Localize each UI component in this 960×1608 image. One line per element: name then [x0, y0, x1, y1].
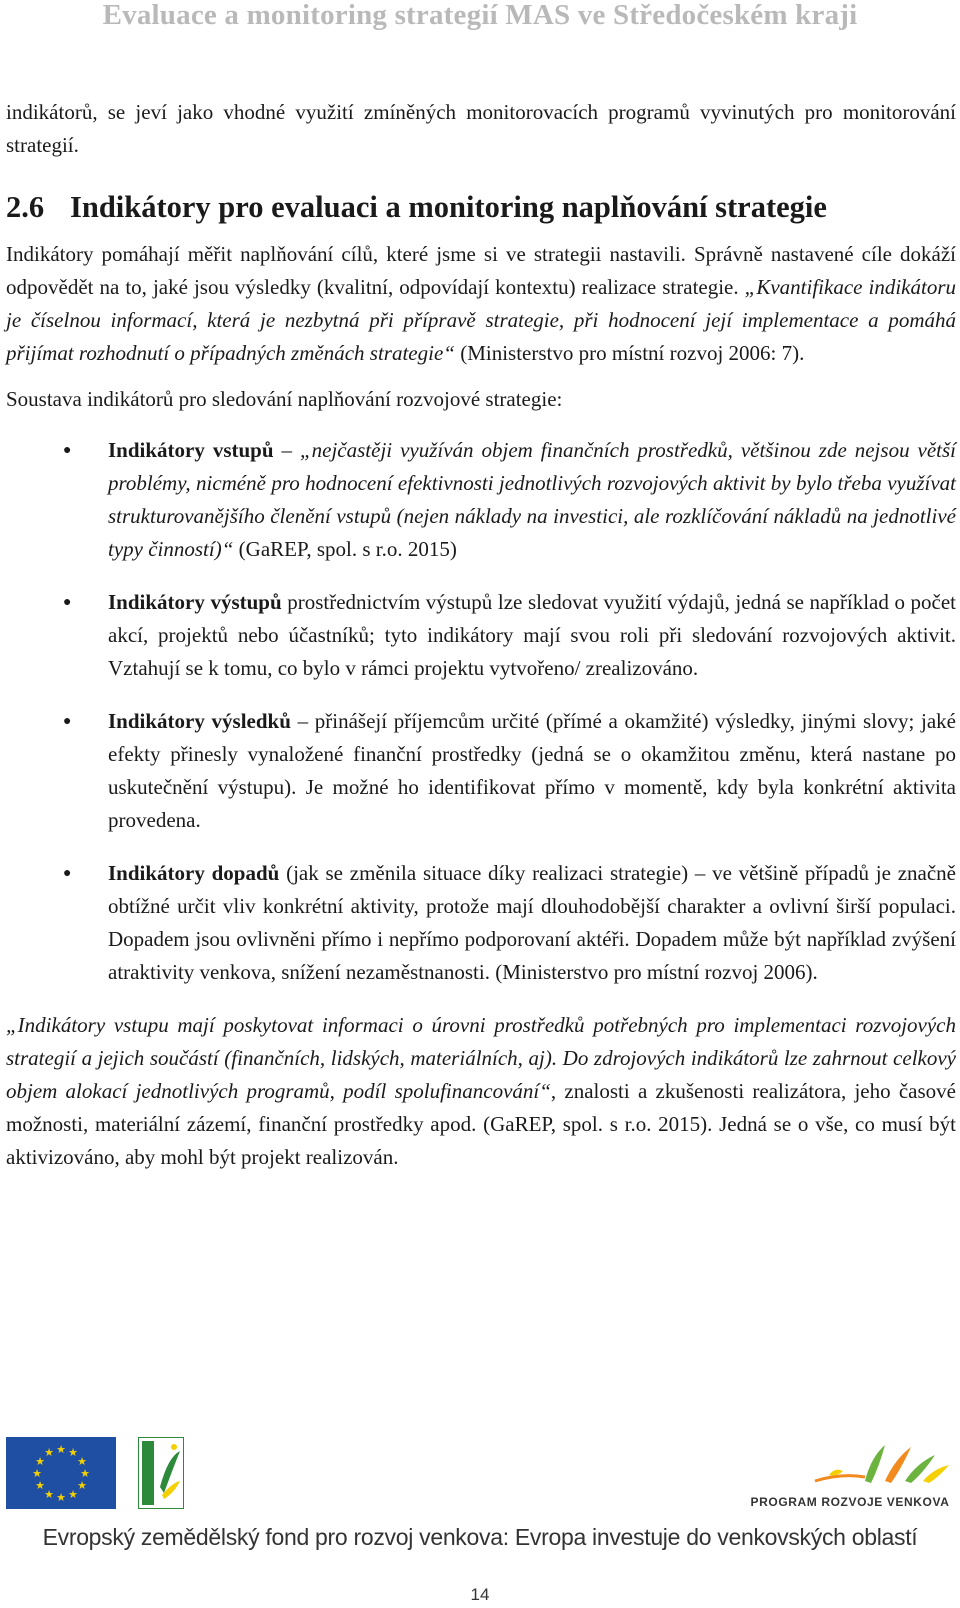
leader-logo	[138, 1437, 184, 1509]
svg-text:★: ★	[32, 1467, 42, 1480]
section-heading	[6, 188, 956, 226]
paragraph-system: Soustava indikátorů pro sledování naplňování rozvojové strategie:	[6, 387, 563, 411]
svg-text:★: ★	[77, 1479, 87, 1492]
svg-text:★: ★	[68, 1446, 78, 1459]
list-item-outputs	[6, 586, 956, 685]
svg-text:★: ★	[35, 1479, 45, 1492]
program-rozvoje-venkova-logo	[745, 1437, 955, 1509]
bullet-icon: ●	[63, 595, 72, 610]
bullet-icon: ●	[63, 714, 72, 729]
paragraph-indicators	[6, 238, 956, 370]
section-title: Indikátory pro evaluaci a monitoring naplňování strategie	[70, 190, 827, 224]
paragraph-quote: „Indikátory vstupu mají poskytovat informaci o úrovni prostředků potřebných pro implementaci rozvojových strategií a jejich součástí (finančních, lidských, materiálních, aj). Do zdrojových indikátorů lze zahrnout celkový objem alokací jednotlivých programů, podíl spolufinancování“	[6, 1013, 956, 1103]
list-item-title: Indikátory vstupů	[108, 438, 274, 462]
paragraph-text: , znalosti a zkušenosti realizátora, jeho časové možnosti, materiální zázemí, finanční prostředky apod. (GaREP, spol. s r.o. 2015). Jedná se o vše, co musí být aktivizováno, aby mohl být projekt realizován.	[6, 1079, 956, 1169]
list-item-quote: „nejčastěji využíván objem finančních prostředků, většinou zde nejsou větší problémy, nicméně pro hodnocení efektivnosti jednotlivých rozvojových aktivit by bylo třeba využívat strukturovanějšího členění vstupů (nejen náklady na investici, ale rozklíčování nákladů na jednotlivé typy činností)“	[108, 438, 957, 561]
svg-text:★: ★	[44, 1488, 54, 1501]
paragraph-text: Indikátory pomáhají měřit naplňování cílů, které jsme si ve strategii nastavili. Správně nastavené cíle dokáží odpovědět na to, jaké jsou výsledky (kvalitní, odpovídají kontextu) realizace strategie.	[6, 242, 956, 299]
bullet-icon: ●	[63, 866, 72, 881]
eu-flag-logo	[6, 1437, 116, 1509]
paragraph-citation: (Ministerstvo pro místní rozvoj 2006: 7).	[454, 341, 805, 365]
list-item-title: Indikátory výsledků	[108, 709, 291, 733]
section-number: 2.6	[6, 190, 45, 224]
running-header: Evaluace a monitoring strategií MAS ve Středočeském kraji	[102, 0, 858, 31]
svg-text:★: ★	[44, 1446, 54, 1459]
list-item-results	[6, 705, 956, 837]
bullet-icon: ●	[63, 443, 72, 458]
svg-text:★: ★	[68, 1488, 78, 1501]
paragraph-quote: „Kvantifikace indikátoru je číselnou informací, která je nezbytná při přípravě strategie, při hodnocení její implementace a pomáhá přijímat rozhodnutí o případných změnách strategie“	[6, 275, 956, 365]
list-item-impacts	[6, 857, 956, 989]
list-item-title: Indikátory výstupů	[108, 590, 282, 614]
svg-text:★: ★	[77, 1455, 87, 1468]
paragraph-intro: indikátorů, se jeví jako vhodné využití zmíněných monitorovacích programů vyvinutých pro monitorování strategií.	[6, 100, 956, 157]
indicator-list	[6, 434, 956, 989]
leader-icon	[138, 1437, 184, 1509]
list-item-text: (jak se změnila situace díky realizaci strategie) – ve většině případů je značně obtížné určit vliv konkrétní aktivity, protože mají dlouhodobější charakter a ovlivní širší populaci. Dopadem jsou ovlivněni přímo i nepřímo podporovaní aktéři. Dopadem může být například zvýšení atraktivity venkova, snížení nezaměstnanosti. (Ministerstvo pro místní rozvoj 2006).	[108, 861, 956, 984]
page-number: 14	[470, 1585, 490, 1604]
svg-text:★: ★	[56, 1491, 66, 1504]
program-label: PROGRAM ROZVOJE VENKOVA	[750, 1495, 950, 1509]
list-item-text: prostřednictvím výstupů lze sledovat využití výdajů, jedná se například o počet akcí, projektů nebo účastníků; tyto indikátory mají svou roli při sledování rozvojových aktivit. Vztahují se k tomu, co bylo v rámci projektu vytvořeno/ zrealizováno.	[108, 590, 957, 680]
document-body	[6, 96, 956, 1174]
svg-text:★: ★	[56, 1443, 66, 1456]
list-item-inputs	[6, 434, 956, 566]
prv-leaves-icon	[745, 1437, 955, 1487]
list-item-title: Indikátory dopadů	[108, 861, 280, 885]
footer-logos	[0, 1437, 960, 1507]
svg-text:★: ★	[80, 1467, 90, 1480]
paragraph-input-indicators	[6, 1009, 956, 1174]
list-item-dash: –	[273, 438, 300, 462]
list-item-text: – přinášejí příjemcům určité (přímé a okamžité) výsledky, jinými slovy; jaké efekty přinesly vynaložené finanční prostředky (jedná se o okamžitou změnu, která nastane po uskutečnění výstupu). Je možné ho identifikovat přímo v momentě, kdy byla konkrétní aktivita provedena.	[108, 709, 956, 832]
fund-tagline: Evropský zemědělský fond pro rozvoj venkova: Evropa investuje do venkovských oblastí	[42, 1524, 918, 1550]
list-item-text: (GaREP, spol. s r.o. 2015)	[233, 537, 457, 561]
svg-text:★: ★	[35, 1455, 45, 1468]
eu-stars-icon	[6, 1437, 116, 1509]
